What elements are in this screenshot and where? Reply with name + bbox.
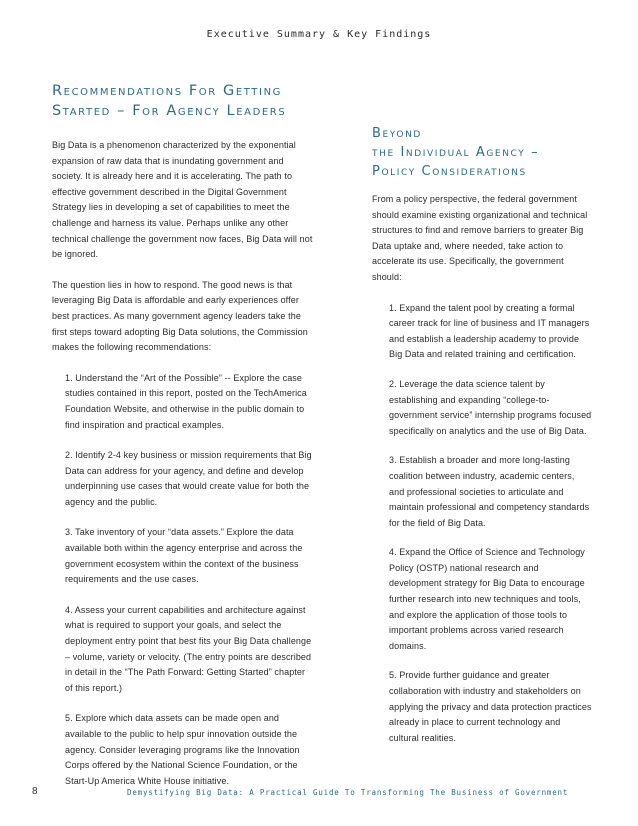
running-header: Executive Summary & Key Findings [206, 29, 432, 40]
policy-intro-paragraph: From a policy perspective, the federal government should examine existing organizational and technical structures to find and remove barriers to greater Big Data uptake and, where needed, take action to accelerate its use. Specifically, the government should: [372, 194, 588, 282]
list-item: 1. Understand the “Art of the Possible” -- Explore the case studies contained in this report, posted on the TechAmerica Foundation Website, and otherwise in the public domain to find inspiration and practical examples. [65, 372, 307, 430]
second-paragraph: The question lies in how to respond. The good news is that leveraging Big Data is affordable and early experiences offer best practices. As many government agency leaders take the first steps toward adopting Big Data solutions, the Commission makes the following recommendations: [52, 279, 308, 353]
page-number: 8 [32, 786, 38, 797]
heading-line: Recommendations For Getting [52, 83, 282, 99]
intro-paragraph: Big Data is a phenomenon characterized by the exponential expansion of raw data that is inundating government and society. It is already here and it is accelerating. The path to effective government described in the Digital Government Strategy lies in developing a set of capabilities to meet the challenge and harness its value. Perhaps unlike any other technical challenge the government now faces, Big Data will not be ignored. [52, 140, 313, 260]
list-item: 5. Explore which data assets can be made open and available to the public to help spur innovation outside the agency. Consider leveraging programs like the Innovation Corps offered by the National Science Foundation, or the Start-Up America White House initiative. [65, 713, 300, 786]
heading-line: Started – For Agency Leaders [52, 103, 287, 119]
heading-line: Policy Considerations [372, 164, 527, 179]
heading-line: Beyond [372, 126, 422, 141]
section-heading-policy [372, 124, 592, 181]
left-column [52, 81, 314, 804]
list-item: 2. Identify 2-4 key business or mission requirements that Big Data can address for your agency, and define and develop underpinning use cases that would create value for both the agency and the public. [65, 450, 312, 507]
list-item: 3. Establish a broader and more long-lasting coalition between industry, academic centers, and professional societies to articulate and maintain professional and competency standards for the field of Big Data. [389, 455, 590, 528]
list-item: 4. Expand the Office of Science and Technology Policy (OSTP) national research and development strategy for Big Data to encourage further research into new techniques and tools, and explore the application of those tools to important problems across varied research domains. [389, 547, 585, 651]
heading-line: the Individual Agency – [372, 145, 540, 160]
running-footer: Demystifying Big Data: A Practical Guide To Transforming The Business of Government [127, 788, 569, 797]
recommendations-list [52, 371, 314, 790]
list-item: 1. Expand the talent pool by creating a formal career track for line of business and IT managers and establish a leadership academy to provide Big Data and related training and certification. [389, 302, 590, 360]
right-column [372, 124, 592, 760]
list-item: 2. Leverage the data science talent by establishing and expanding “college-to-government service” internship programs focused specifically on analytics and the use of Big Data. [389, 378, 592, 436]
section-heading-recommendations [52, 81, 314, 121]
list-item: 4. Assess your current capabilities and architecture against what is required to support your goals, and select the deployment entry point that best fits your Big Data challenge – volume, variety or velocity. (The entry points are described in detail in the “The Path Forward: Getting Started” chapter of this report.) [65, 604, 312, 693]
policy-list [372, 301, 592, 747]
list-item: 5. Provide further guidance and greater collaboration with industry and stakeholders on applying the privacy and data protection practices already in place to current technology and cultural realities. [389, 670, 592, 743]
list-item: 3. Take inventory of your “data assets.” Explore the data available both within the agency enterprise and across the government ecosystem within the context of the business requirements and the use cases. [65, 527, 303, 585]
